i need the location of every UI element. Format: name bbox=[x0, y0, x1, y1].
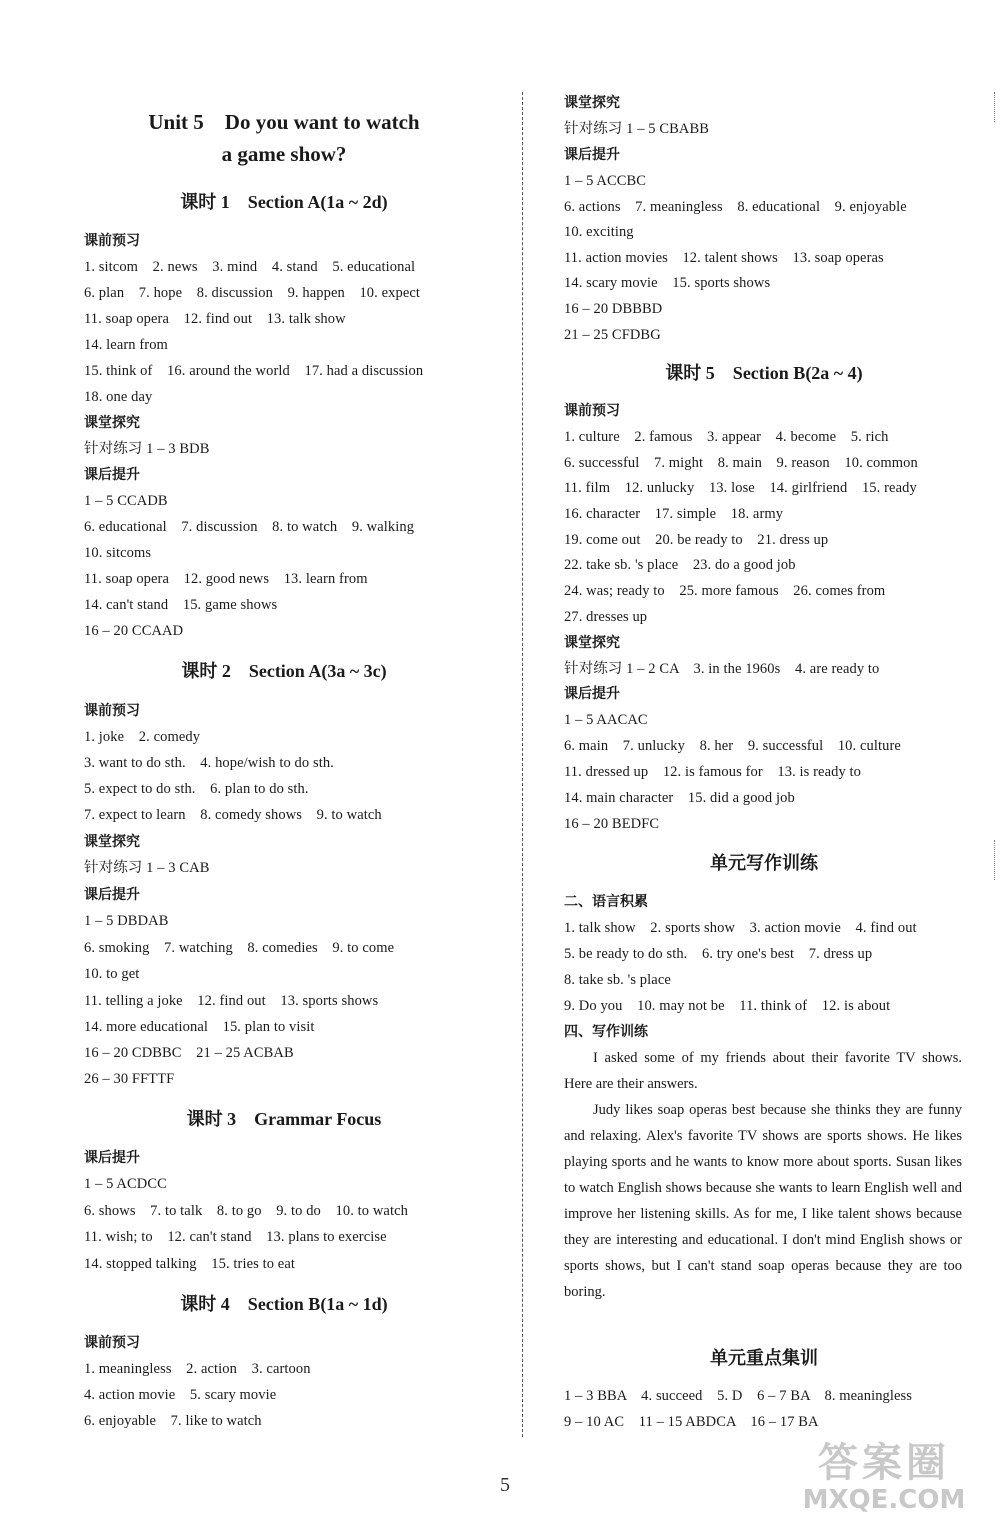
answer-line: 11. dressed up 12. is famous for 13. is ready to bbox=[564, 764, 862, 780]
answer-line: 1 – 5 AACAC bbox=[564, 712, 648, 728]
answer-line: 1 – 5 DBDAB bbox=[84, 913, 169, 929]
answer-line: 6. shows 7. to talk 8. to go 9. to do 10. to watch bbox=[84, 1203, 408, 1219]
answer-line: 16 – 20 CCAAD bbox=[84, 623, 184, 639]
unit-subtitle: a game show? bbox=[221, 142, 347, 166]
answer-line: 1. meaningless 2. action 3. cartoon bbox=[84, 1361, 311, 1377]
watermark-url: MXQE.COM bbox=[802, 1485, 966, 1515]
answer-line: 11. soap opera 12. find out 13. talk show bbox=[84, 311, 346, 327]
edge-mark bbox=[994, 92, 998, 122]
section-label: 课后提升 bbox=[84, 467, 140, 483]
answer-line: 16 – 20 DBBBD bbox=[564, 301, 663, 317]
answer-line: 4. action movie 5. scary movie bbox=[84, 1387, 277, 1403]
answer-line: 14. can't stand 15. game shows bbox=[84, 597, 278, 613]
answer-line: 14. learn from bbox=[84, 337, 168, 353]
lesson-5-heading: 课时 5 Section B(2a ~ 4) bbox=[665, 363, 863, 383]
answer-line: 27. dresses up bbox=[564, 609, 648, 625]
focus-heading: 单元重点集训 bbox=[710, 1348, 818, 1368]
answer-line: 针对练习 1 – 3 BDB bbox=[84, 441, 210, 457]
watermark-logo-text: 答案圈 bbox=[818, 1440, 950, 1486]
answer-line: 14. stopped talking 15. tries to eat bbox=[84, 1256, 295, 1272]
edge-mark bbox=[994, 840, 998, 880]
unit-title: Unit 5 Do you want to watch bbox=[148, 110, 420, 134]
answer-line: 9 – 10 AC 11 – 15 ABDCA 16 – 17 BA bbox=[564, 1414, 819, 1430]
answer-line: 14. main character 15. did a good job bbox=[564, 790, 795, 806]
answer-line: 18. one day bbox=[84, 389, 153, 405]
section-label: 课堂探究 bbox=[564, 635, 620, 651]
section-label: 课堂探究 bbox=[84, 415, 140, 431]
answer-line: 9. Do you 10. may not be 11. think of 12. is about bbox=[564, 998, 891, 1014]
section-label: 课后提升 bbox=[564, 147, 620, 163]
answer-line: 16 – 20 BEDFC bbox=[564, 816, 660, 832]
answer-line: 1 – 5 CCADB bbox=[84, 493, 168, 509]
answer-line: 11. wish; to 12. can't stand 13. plans to exercise bbox=[84, 1229, 387, 1245]
section-label: 四、写作训练 bbox=[564, 1024, 648, 1040]
lesson-1-heading: 课时 1 Section A(1a ~ 2d) bbox=[180, 192, 388, 212]
section-label: 课后提升 bbox=[84, 887, 140, 903]
section-label: 课前预习 bbox=[84, 233, 140, 249]
answer-line: 10. exciting bbox=[564, 224, 634, 240]
answer-line: 15. think of 16. around the world 17. had a discussion bbox=[84, 363, 424, 379]
answer-line: 19. come out 20. be ready to 21. dress up bbox=[564, 532, 829, 548]
section-label: 课后提升 bbox=[84, 1150, 140, 1166]
answer-line: 6. educational 7. discussion 8. to watch 9. walking bbox=[84, 519, 415, 535]
answer-line: 3. want to do sth. 4. hope/wish to do sth. bbox=[84, 755, 334, 771]
answer-line: 16. character 17. simple 18. army bbox=[564, 506, 784, 522]
watermark bbox=[774, 1441, 994, 1521]
page-mark: 5 bbox=[500, 1474, 510, 1496]
answer-line: 24. was; ready to 25. more famous 26. comes from bbox=[564, 583, 886, 599]
answer-line: 11. soap opera 12. good news 13. learn from bbox=[84, 571, 368, 587]
answer-line: 1. talk show 2. sports show 3. action movie 4. find out bbox=[564, 920, 917, 936]
section-label: 课后提升 bbox=[564, 686, 620, 702]
answer-line: 11. film 12. unlucky 13. lose 14. girlfriend 15. ready bbox=[564, 480, 917, 496]
lesson-3-heading: 课时 3 Grammar Focus bbox=[186, 1109, 382, 1129]
answer-line: 1 – 5 ACCBC bbox=[564, 173, 647, 189]
answer-line: 5. be ready to do sth. 6. try one's best 7. dress up bbox=[564, 946, 873, 962]
answer-line: 26 – 30 FFTTF bbox=[84, 1071, 175, 1087]
answer-line: 6. actions 7. meaningless 8. educational 9. enjoyable bbox=[564, 199, 907, 215]
answer-line: 6. enjoyable 7. like to watch bbox=[84, 1413, 262, 1429]
answer-line: 1 – 5 ACDCC bbox=[84, 1176, 167, 1192]
answer-line: 针对练习 1 – 2 CA 3. in the 1960s 4. are ready to bbox=[564, 661, 880, 677]
lesson-4-heading: 课时 4 Section B(1a ~ 1d) bbox=[180, 1294, 388, 1314]
answer-line: 6. smoking 7. watching 8. comedies 9. to come bbox=[84, 940, 395, 956]
answer-line: 21 – 25 CFDBG bbox=[564, 327, 661, 343]
lesson-2-heading: 课时 2 Section A(3a ~ 3c) bbox=[181, 661, 387, 681]
answer-line: 6. successful 7. might 8. main 9. reason 10. common bbox=[564, 455, 918, 471]
essay-paragraph: Judy likes soap operas best because she thinks they are funny and relaxing. Alex's favorite TV shows are sports shows. He likes playing sports and he wants to know more about sports. Susan likes to watch English shows because she wants to learn English well and improve her listening skills. As for me, I like talent shows because they are interesting and educational. I don't mind English shows or sports shows, but I can't stand soap operas because they are too boring. bbox=[564, 1102, 962, 1300]
answer-line: 22. take sb. 's place 23. do a good job bbox=[564, 557, 796, 573]
answer-line: 7. expect to learn 8. comedy shows 9. to watch bbox=[84, 807, 382, 823]
answer-line: 针对练习 1 – 3 CAB bbox=[84, 860, 210, 876]
answer-line: 14. scary movie 15. sports shows bbox=[564, 275, 771, 291]
answer-line: 针对练习 1 – 5 CBABB bbox=[564, 121, 710, 137]
section-label: 课前预习 bbox=[84, 703, 140, 719]
writing-heading: 单元写作训练 bbox=[710, 853, 818, 873]
answer-line: 16 – 20 CDBBC 21 – 25 ACBAB bbox=[84, 1045, 294, 1061]
column-divider bbox=[522, 92, 523, 1437]
answer-line: 1. sitcom 2. news 3. mind 4. stand 5. educational bbox=[84, 259, 416, 275]
answer-line: 6. main 7. unlucky 8. her 9. successful 10. culture bbox=[564, 738, 901, 754]
answer-line: 14. more educational 15. plan to visit bbox=[84, 1019, 315, 1035]
section-label: 二、语言积累 bbox=[564, 894, 648, 910]
answer-line: 1 – 3 BBA 4. succeed 5. D 6 – 7 BA 8. meaningless bbox=[564, 1388, 913, 1404]
answer-line: 1. joke 2. comedy bbox=[84, 729, 201, 745]
answer-line: 1. culture 2. famous 3. appear 4. become 5. rich bbox=[564, 429, 889, 445]
section-label: 课堂探究 bbox=[564, 95, 620, 111]
answer-line: 5. expect to do sth. 6. plan to do sth. bbox=[84, 781, 309, 797]
essay-paragraph: I asked some of my friends about their favorite TV shows. Here are their answers. bbox=[564, 1050, 962, 1092]
section-label: 课前预习 bbox=[564, 403, 620, 419]
answer-line: 10. to get bbox=[84, 966, 140, 982]
answer-line: 10. sitcoms bbox=[84, 545, 152, 561]
section-label: 课前预习 bbox=[84, 1335, 140, 1351]
section-label: 课堂探究 bbox=[84, 834, 140, 850]
answer-line: 11. action movies 12. talent shows 13. soap operas bbox=[564, 250, 884, 266]
answer-line: 11. telling a joke 12. find out 13. sports shows bbox=[84, 993, 379, 1009]
answer-line: 8. take sb. 's place bbox=[564, 972, 671, 988]
answer-line: 6. plan 7. hope 8. discussion 9. happen 10. expect bbox=[84, 285, 421, 301]
